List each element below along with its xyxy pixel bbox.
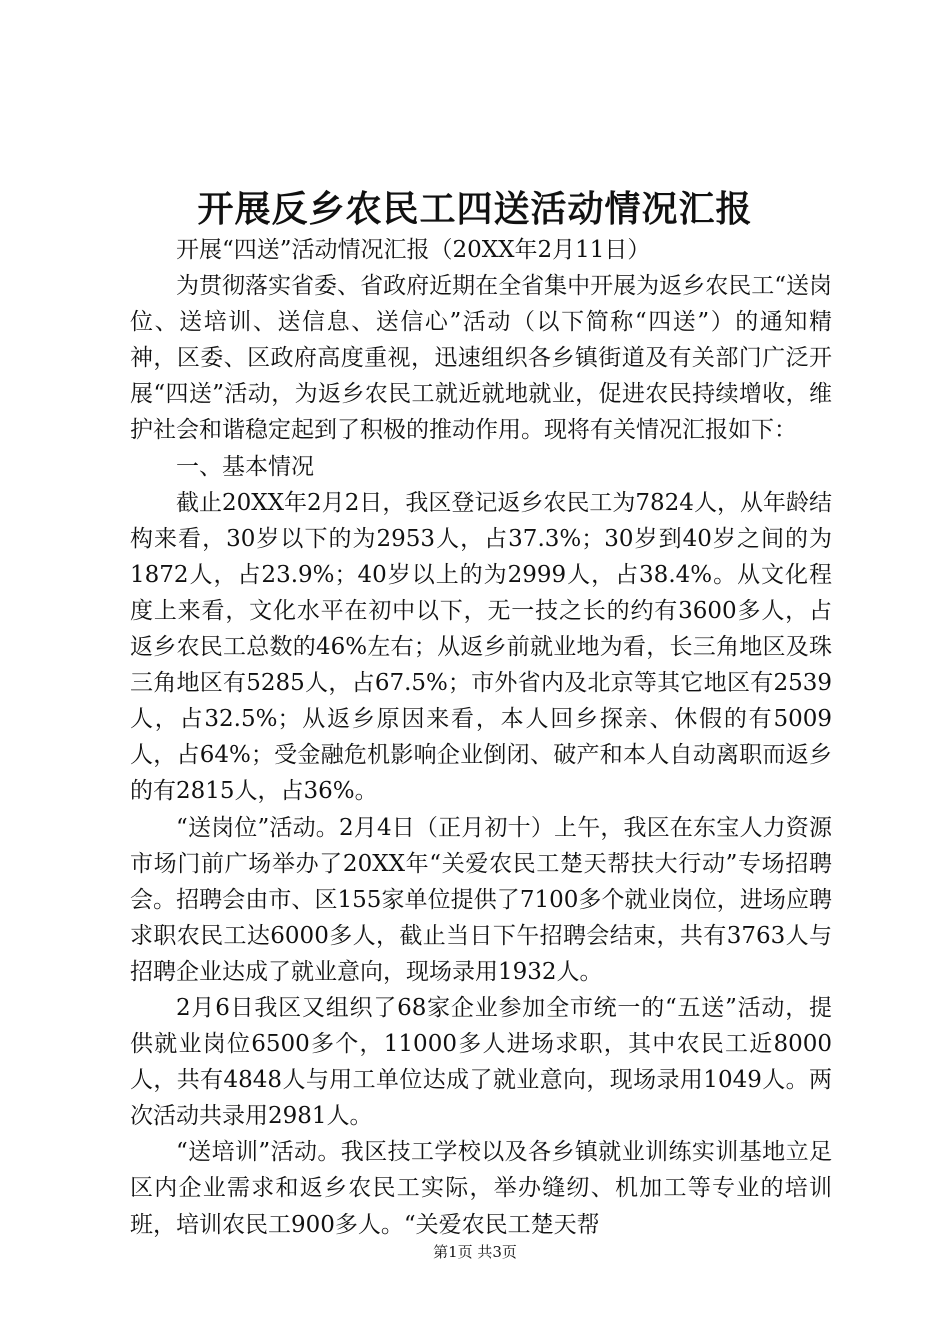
- job-activity-paragraph: “送岗位”活动。2月4日（正月初十）上午，我区在东宝人力资源市场门前广场举办了20XX年“关爱农民工楚天帮扶大行动”专场招聘会。招聘会由市、区155家单位提供了7100多个就业岗位，进场应聘求职农民工达6000多人，截止当日下午招聘会结束，共有3763人与招聘企业达成了就业意向，现场录用1932人。: [130, 814, 832, 985]
- report-subtitle: 开展“四送”活动情况汇报（20XX年2月11日）: [176, 237, 651, 263]
- training-activity-paragraph: “送培训”活动。我区技工学校以及各乡镇就业训练实训基地立足区内企业需求和返乡农民工实际，举办缝纫、机加工等专业的培训班，培训农民工900多人。“关爱农民工楚天帮: [130, 1139, 832, 1238]
- basic-info-paragraph: 截止20XX年2月2日，我区登记返乡农民工为7824人，从年龄结构来看，30岁以下的为2953人，占37.3%；30岁到40岁之间的为1872人，占23.9%；40岁以上的为2999人，占38.4%。从文化程度上来看，文化水平在初中以下，无一技之长的约有3600多人，占返乡农民工总数的46%左右；从返乡前就业地为看，长三角地区及珠三角地区有5285人，占67.5%；市外省内及北京等其它地区有2539人，占32.5%；从返乡原因来看，本人回乡探亲、休假的有5009人，占64%；受金融危机影响企业倒闭、破产和本人自动离职而返乡的有2815人，占36%。: [130, 489, 832, 805]
- document-body: [130, 232, 832, 1243]
- wusong-activity-paragraph: 2月6日我区又组织了68家企业参加全市统一的“五送”活动，提供就业岗位6500多个，11000多人进场求职，其中农民工近8000人，共有4848人与用工单位达成了就业意向，现场录用1049人。两次活动共录用2981人。: [130, 994, 832, 1130]
- section-heading: 一、基本情况: [176, 453, 314, 480]
- intro-paragraph: 为贯彻落实省委、省政府近期在全省集中开展为返乡农民工“送岗位、送培训、送信息、送信心”活动（以下简称“四送”）的通知精神，区委、区政府高度重视，迅速组织各乡镇街道及有关部门广泛开展“四送”活动，为返乡农民工就近就地就业，促进农民持续增收，维护社会和谐稳定起到了积极的推动作用。现将有关情况汇报如下：: [130, 273, 832, 444]
- document-title: 开展反乡农民工四送活动情况汇报: [197, 188, 753, 230]
- page-number-footer: 第1页 共3页: [433, 1243, 517, 1261]
